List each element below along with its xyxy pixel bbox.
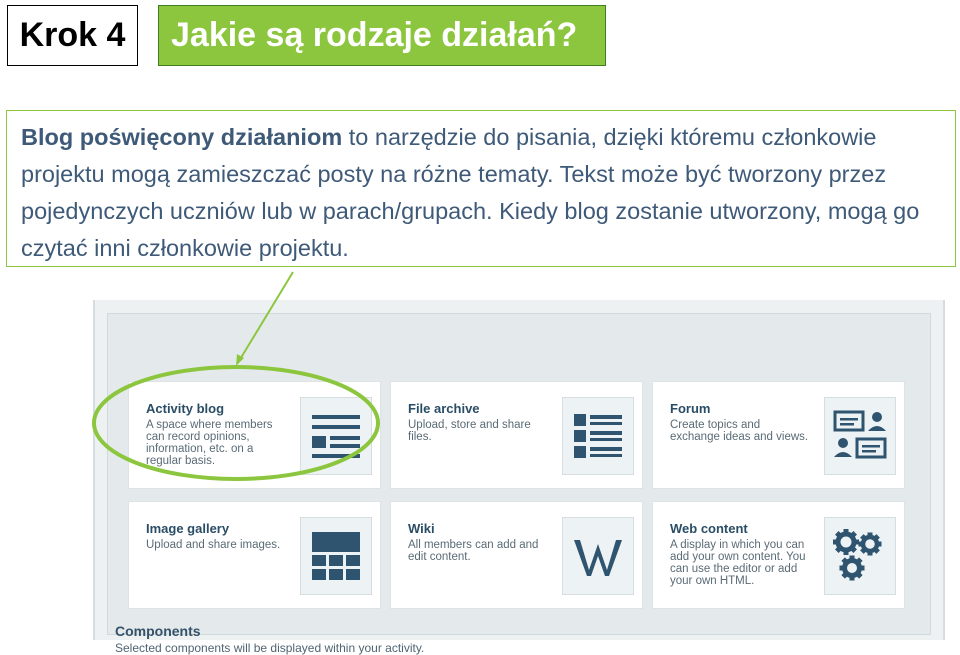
description-box bbox=[6, 110, 956, 267]
description-bold: Blog poświęcony działaniom bbox=[21, 124, 343, 150]
description-text: to narzędzie do pisania, dzięki któremu członkowie projektu mogą zamieszczać posty na różne tematy. Tekst może być tworzony przez pojedynczych uczniów lub w parach/grupach. Kiedy blog zostanie utworzony, mogą go czytać inni członkowie projektu. bbox=[21, 124, 920, 261]
card-title: Image gallery bbox=[146, 521, 230, 536]
step-label: Krok 4 bbox=[7, 5, 138, 66]
components-panel bbox=[93, 300, 945, 655]
step-title: Jakie są rodzaje działań? bbox=[158, 5, 606, 66]
card-title: Wiki bbox=[408, 521, 435, 536]
component-card-image-gallery[interactable] bbox=[128, 501, 381, 609]
card-description: Create topics and exchange ideas and views. bbox=[670, 419, 809, 443]
card-title: Activity blog bbox=[146, 401, 225, 416]
component-card-activity-blog[interactable] bbox=[128, 381, 381, 489]
component-card-file-archive[interactable] bbox=[390, 381, 643, 489]
card-title: Web content bbox=[670, 521, 748, 536]
card-title: File archive bbox=[408, 401, 480, 416]
wiki-w-icon bbox=[562, 517, 634, 595]
forum-icon bbox=[824, 397, 896, 475]
card-description: Upload, store and share files. bbox=[408, 419, 531, 443]
components-subtitle: Selected components will be displayed within your activity. bbox=[115, 641, 425, 655]
component-card-web-content[interactable] bbox=[652, 501, 905, 609]
gallery-grid-icon bbox=[300, 517, 372, 595]
card-description: All members can add and edit content. bbox=[408, 539, 539, 563]
gears-icon bbox=[824, 517, 896, 595]
component-card-forum[interactable] bbox=[652, 381, 905, 489]
card-description: Upload and share images. bbox=[146, 539, 281, 551]
component-card-wiki[interactable] bbox=[390, 501, 643, 609]
card-description: A display in which you can add your own content. You can use the editor or add your own HTML. bbox=[670, 539, 806, 587]
blog-icon bbox=[300, 397, 372, 475]
card-title: Forum bbox=[670, 401, 711, 416]
components-title: Components bbox=[115, 623, 201, 639]
file-list-icon bbox=[562, 397, 634, 475]
card-description: A space where members can record opinions, information, etc. on a regular basis. bbox=[146, 419, 273, 467]
